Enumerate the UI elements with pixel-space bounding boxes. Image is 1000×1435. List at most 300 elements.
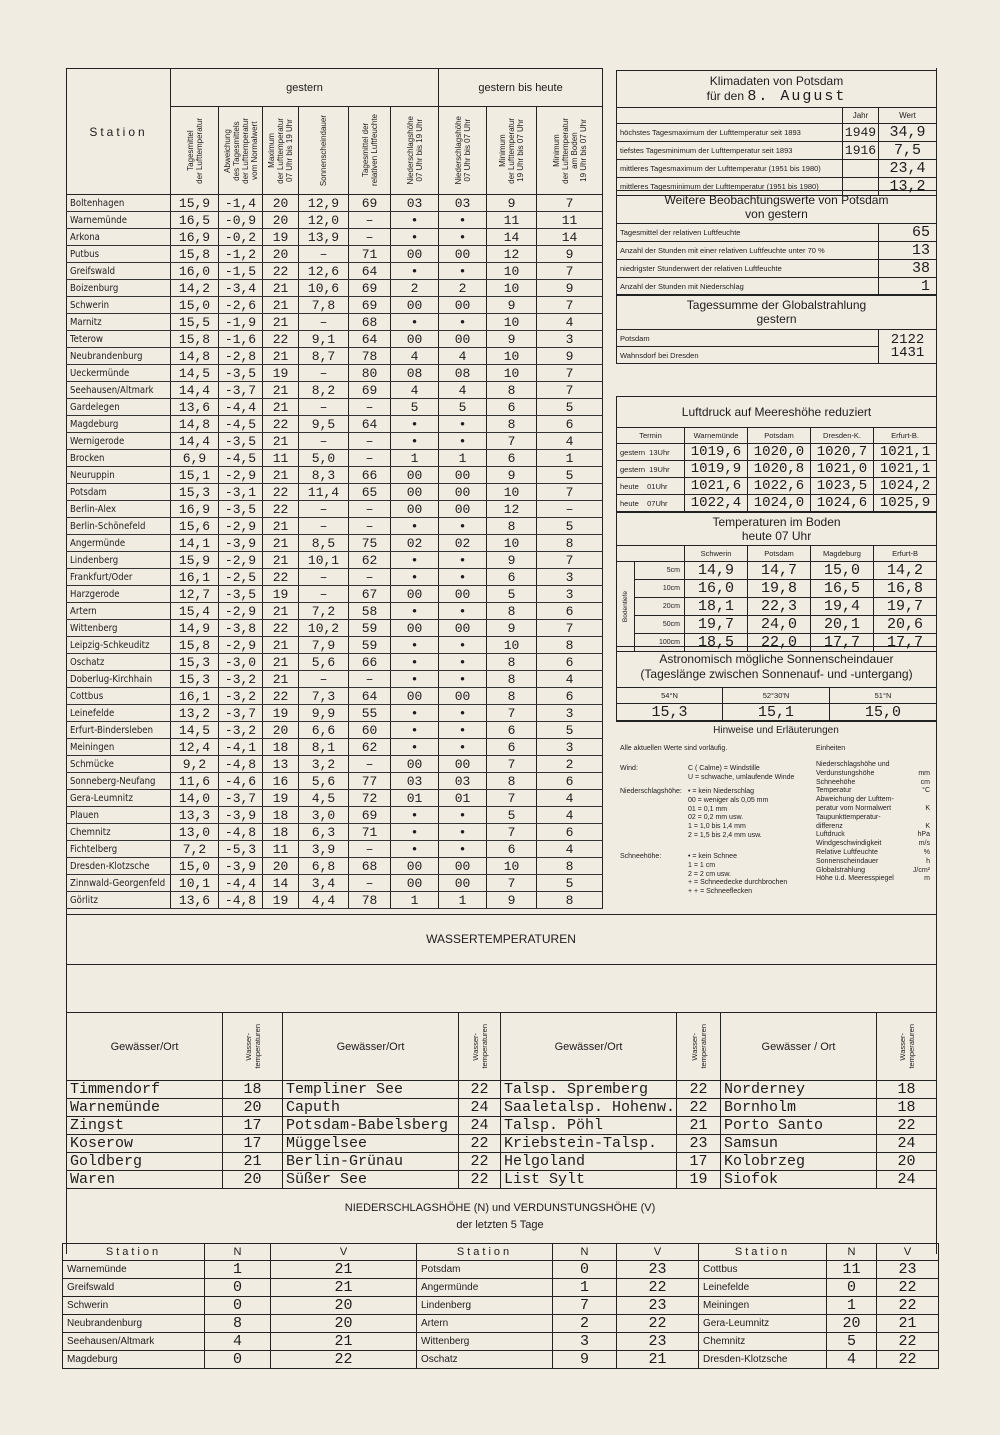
- precip-station: Potsdam: [417, 1261, 553, 1279]
- station-value-1: 14,8: [171, 348, 219, 365]
- station-value-9: 5: [537, 399, 603, 416]
- weitere-row: [617, 242, 937, 260]
- station-value-8: 6: [487, 722, 537, 739]
- soil-table: [616, 512, 937, 652]
- precip-v: 22: [877, 1279, 939, 1297]
- station-name: Sonneberg-Neufang: [67, 773, 171, 790]
- precip-station-header: Station: [417, 1244, 553, 1261]
- station-row: [67, 229, 603, 246]
- station-value-5: –: [349, 671, 391, 688]
- global-value-potsdam: 2122: [890, 331, 925, 348]
- station-value-1: 15,1: [171, 467, 219, 484]
- station-value-2: -2,9: [219, 518, 263, 535]
- unit-row: [816, 823, 930, 832]
- snow-lines-line: + = Schneedecke durchbrochen: [688, 879, 788, 887]
- station-value-1: 13,2: [171, 705, 219, 722]
- hinweise-units: [816, 761, 930, 884]
- station-value-2: -4,5: [219, 416, 263, 433]
- station-value-4: –: [299, 365, 349, 382]
- station-row: [67, 433, 603, 450]
- station-value-5: 69: [349, 382, 391, 399]
- water-temp: 18: [877, 1081, 937, 1099]
- station-value-8: 10: [487, 314, 537, 331]
- station-value-9: 4: [537, 841, 603, 858]
- station-value-4: 6,6: [299, 722, 349, 739]
- soil-value: 20,6: [874, 616, 937, 634]
- pressure-value: 1024,6: [811, 495, 874, 512]
- station-value-5: 62: [349, 739, 391, 756]
- station-value-1: 13,0: [171, 824, 219, 841]
- unit-symbol: K: [925, 822, 930, 830]
- station-value-6: •: [391, 739, 439, 756]
- station-value-3: 20: [263, 722, 299, 739]
- precip-v-header: V: [617, 1244, 699, 1261]
- station-value-6: •: [391, 552, 439, 569]
- station-value-7: 2: [439, 280, 487, 297]
- station-name: Lindenberg: [67, 552, 171, 569]
- station-value-1: 14,5: [171, 722, 219, 739]
- precip-n: 1: [827, 1297, 877, 1315]
- station-value-8: 6: [487, 841, 537, 858]
- station-value-2: -3,8: [219, 620, 263, 637]
- soil-depth: 100cm: [635, 634, 685, 652]
- station-value-7: •: [439, 739, 487, 756]
- station-value-6: •: [391, 433, 439, 450]
- station-value-3: 21: [263, 535, 299, 552]
- station-value-9: 9: [537, 348, 603, 365]
- precip-station: Meiningen: [699, 1297, 827, 1315]
- water-place: Müggelsee: [283, 1135, 459, 1153]
- water-temp-header: [877, 1013, 937, 1081]
- pressure-value: 1020,8: [748, 461, 811, 478]
- station-value-8: 8: [487, 654, 537, 671]
- pressure-value: 1022,6: [748, 478, 811, 495]
- station-value-9: 7: [537, 382, 603, 399]
- pressure-value: 1022,4: [685, 495, 748, 512]
- water-temp: 22: [459, 1171, 501, 1189]
- station-value-1: 16,0: [171, 263, 219, 280]
- station-value-3: 22: [263, 263, 299, 280]
- station-value-4: 4,4: [299, 892, 349, 909]
- station-value-7: •: [439, 263, 487, 280]
- station-value-8: 8: [487, 603, 537, 620]
- station-value-4: –: [299, 671, 349, 688]
- station-row: [67, 892, 603, 909]
- station-value-6: 00: [391, 875, 439, 892]
- station-value-3: 19: [263, 229, 299, 246]
- station-value-4: 7,9: [299, 637, 349, 654]
- station-value-1: 14,1: [171, 535, 219, 552]
- global-label-potsdam: Potsdam: [617, 330, 879, 347]
- col-header-text-1: Abweichung des Tagesmittels der Lufttemperatur vom Normalwert: [222, 117, 259, 184]
- station-value-4: –: [299, 586, 349, 603]
- hinweise-wind-lines: [688, 765, 794, 783]
- klima-label: mittleres Tagesminimum der Lufttemperatur (1951 bis 1980): [617, 178, 843, 196]
- station-row: [67, 263, 603, 280]
- pressure-value: 1020,7: [811, 444, 874, 461]
- unit-name: differenz: [816, 822, 843, 830]
- station-value-5: 64: [349, 416, 391, 433]
- unit-name: Sonnenscheindauer: [816, 857, 879, 865]
- precip-n: 4: [205, 1333, 271, 1351]
- station-value-6: 03: [391, 773, 439, 790]
- station-value-3: 22: [263, 620, 299, 637]
- precip-n: 5: [827, 1333, 877, 1351]
- station-value-8: 10: [487, 637, 537, 654]
- precip-v-header: V: [877, 1244, 939, 1261]
- station-value-2: -3,2: [219, 671, 263, 688]
- soil-value: 19,4: [811, 598, 874, 616]
- station-value-1: 15,8: [171, 246, 219, 263]
- unit-row: [816, 849, 930, 858]
- station-value-5: 69: [349, 807, 391, 824]
- hinweise-wind-label: Wind:: [620, 765, 638, 772]
- station-value-2: -4,4: [219, 875, 263, 892]
- station-row: [67, 399, 603, 416]
- station-value-5: 71: [349, 246, 391, 263]
- station-value-5: 77: [349, 773, 391, 790]
- station-value-5: –: [349, 229, 391, 246]
- station-value-2: -0,9: [219, 212, 263, 229]
- station-value-3: 22: [263, 484, 299, 501]
- station-value-8: 12: [487, 246, 537, 263]
- soil-value: 14,9: [685, 562, 748, 580]
- station-value-8: 9: [487, 892, 537, 909]
- col-header-text-7: Minimum der Lufttemperatur 19 Uhr bis 07 Uhr: [498, 117, 526, 184]
- station-value-6: •: [391, 841, 439, 858]
- station-value-2: -1,9: [219, 314, 263, 331]
- station-value-9: 4: [537, 433, 603, 450]
- precip-v: 23: [617, 1333, 699, 1351]
- precip-v: 23: [617, 1261, 699, 1279]
- soil-value: 19,7: [874, 598, 937, 616]
- unit-name: Taupunkttemperatur-: [816, 813, 881, 821]
- station-value-3: 21: [263, 314, 299, 331]
- unit-name: Globalstrahlung: [816, 866, 866, 874]
- station-row: [67, 637, 603, 654]
- precip-v: 23: [617, 1297, 699, 1315]
- station-value-5: 69: [349, 280, 391, 297]
- station-name: Oschatz: [67, 654, 171, 671]
- station-value-9: 7: [537, 552, 603, 569]
- station-value-1: 14,0: [171, 790, 219, 807]
- water-temp: 18: [223, 1081, 283, 1099]
- station-value-3: 21: [263, 280, 299, 297]
- station-value-2: -1,2: [219, 246, 263, 263]
- station-value-4: 8,3: [299, 467, 349, 484]
- station-value-4: 3,0: [299, 807, 349, 824]
- precip-v: 21: [271, 1279, 417, 1297]
- unit-symbol: J/cm²: [912, 866, 930, 874]
- station-name: Wittenberg: [67, 620, 171, 637]
- station-value-6: 00: [391, 688, 439, 705]
- station-value-3: 20: [263, 195, 299, 212]
- station-value-8: 9: [487, 467, 537, 484]
- station-value-7: 00: [439, 688, 487, 705]
- station-value-5: –: [349, 841, 391, 858]
- precip-n: 0: [205, 1297, 271, 1315]
- station-value-9: 7: [537, 195, 603, 212]
- station-row: [67, 484, 603, 501]
- klima-year: 1949: [843, 124, 879, 142]
- soil-row: [617, 598, 937, 616]
- station-value-5: 64: [349, 331, 391, 348]
- ns-lines-line: 01 = 0,1 mm: [688, 805, 728, 813]
- station-value-7: •: [439, 637, 487, 654]
- global-subtitle: gestern: [756, 312, 797, 326]
- station-value-1: 13,3: [171, 807, 219, 824]
- global-title: Tagessumme der Globalstrahlung: [686, 298, 867, 312]
- water-temp: 24: [877, 1135, 937, 1153]
- station-value-2: -4,6: [219, 773, 263, 790]
- pressure-value: 1024,0: [748, 495, 811, 512]
- station-value-6: 4: [391, 382, 439, 399]
- station-value-9: 7: [537, 365, 603, 382]
- station-name: Wernigerode: [67, 433, 171, 450]
- station-value-6: 00: [391, 858, 439, 875]
- snow-lines-line: • = kein Schnee: [688, 853, 737, 860]
- klima-label: mittleres Tagesmaximum der Lufttemperatur (1951 bis 1980): [617, 160, 843, 178]
- precip-station: Magdeburg: [63, 1351, 205, 1369]
- soil-value: 16,8: [874, 580, 937, 598]
- col-header-text-0: Tagesmittel der Lufttemperatur: [185, 117, 204, 184]
- station-value-4: 12,0: [299, 212, 349, 229]
- station-value-8: 8: [487, 416, 537, 433]
- klima-date: 8. August: [747, 88, 847, 105]
- station-value-1: 14,4: [171, 382, 219, 399]
- station-value-1: 12,4: [171, 739, 219, 756]
- station-value-7: 08: [439, 365, 487, 382]
- station-value-3: 18: [263, 739, 299, 756]
- unit-row: [816, 770, 930, 779]
- station-value-9: 7: [537, 484, 603, 501]
- station-row: [67, 756, 603, 773]
- station-value-8: 6: [487, 450, 537, 467]
- station-name: Greifswald: [67, 263, 171, 280]
- station-value-5: 62: [349, 552, 391, 569]
- station-value-4: 9,1: [299, 331, 349, 348]
- station-value-2: -4,8: [219, 824, 263, 841]
- soil-subtitle: heute 07 Uhr: [741, 529, 812, 543]
- station-name: Görlitz: [67, 892, 171, 909]
- station-value-1: 9,2: [171, 756, 219, 773]
- station-value-5: 72: [349, 790, 391, 807]
- station-value-6: •: [391, 416, 439, 433]
- station-value-8: 7: [487, 433, 537, 450]
- precip-v: 22: [877, 1351, 939, 1369]
- station-value-6: •: [391, 705, 439, 722]
- station-value-9: 4: [537, 671, 603, 688]
- station-value-7: •: [439, 416, 487, 433]
- station-value-4: 5,0: [299, 450, 349, 467]
- soil-title: Temperaturen im Boden: [712, 515, 841, 529]
- precip-n: 11: [827, 1261, 877, 1279]
- station-value-7: •: [439, 212, 487, 229]
- unit-symbol: °C: [922, 787, 930, 795]
- station-row: [67, 722, 603, 739]
- station-value-4: 7,8: [299, 297, 349, 314]
- station-value-6: 00: [391, 586, 439, 603]
- station-value-5: 64: [349, 688, 391, 705]
- station-value-1: 15,5: [171, 314, 219, 331]
- unit-row: [816, 796, 930, 805]
- unit-row: [816, 761, 930, 770]
- precip-v: 21: [271, 1261, 417, 1279]
- astro-value-0: 15,3: [617, 704, 723, 722]
- klima-year: [843, 160, 879, 178]
- station-row: [67, 586, 603, 603]
- station-value-5: 59: [349, 637, 391, 654]
- station-name: Boizenburg: [67, 280, 171, 297]
- pressure-value: 1023,5: [811, 478, 874, 495]
- precip-n-header: N: [827, 1244, 877, 1261]
- station-value-2: -2,9: [219, 637, 263, 654]
- station-value-1: 16,9: [171, 501, 219, 518]
- klima-label: tiefstes Tagesminimum der Lufttemperatur seit 1893: [617, 142, 843, 160]
- station-row: [67, 382, 603, 399]
- precip-v: 22: [271, 1351, 417, 1369]
- station-value-1: 13,6: [171, 399, 219, 416]
- precip-n: 0: [205, 1351, 271, 1369]
- weitere-table: [616, 190, 937, 296]
- station-value-3: 21: [263, 382, 299, 399]
- klima-label: höchstes Tagesmaximum der Lufttemperatur seit 1893: [617, 124, 843, 142]
- pressure-table: [616, 396, 937, 512]
- station-value-6: 5: [391, 399, 439, 416]
- station-value-6: •: [391, 603, 439, 620]
- station-value-6: 00: [391, 484, 439, 501]
- snow-lines-line: 1 = 1 cm: [688, 861, 716, 869]
- station-value-4: –: [299, 518, 349, 535]
- station-value-4: 11,4: [299, 484, 349, 501]
- wind-lines-line: C ( Calme) = Windstille: [688, 765, 760, 772]
- water-temp: 22: [677, 1099, 721, 1117]
- station-value-8: 10: [487, 484, 537, 501]
- precip-v: 21: [877, 1315, 939, 1333]
- water-place: Saaletalsp. Hohenw.: [501, 1099, 677, 1117]
- unit-symbol: h: [926, 857, 930, 865]
- col-header-0: [171, 107, 219, 195]
- unit-symbol: m: [924, 875, 930, 883]
- station-row: [67, 739, 603, 756]
- station-value-3: 21: [263, 552, 299, 569]
- station-value-5: 67: [349, 586, 391, 603]
- water-temp: 20: [223, 1099, 283, 1117]
- station-value-8: 7: [487, 790, 537, 807]
- station-value-2: -0,2: [219, 229, 263, 246]
- station-value-6: •: [391, 212, 439, 229]
- station-value-8: 6: [487, 739, 537, 756]
- pressure-value: 1020,0: [748, 444, 811, 461]
- global-table: [616, 294, 937, 364]
- station-row: [67, 416, 603, 433]
- soil-value: 19,7: [685, 616, 748, 634]
- station-value-2: -3,9: [219, 858, 263, 875]
- station-value-1: 16,1: [171, 569, 219, 586]
- unit-name: Abweichung der Lufttem-: [816, 796, 894, 804]
- station-row: [67, 858, 603, 875]
- station-value-8: 9: [487, 195, 537, 212]
- soil-header-3: Erfurt-B: [874, 546, 937, 562]
- precip-n-header: N: [205, 1244, 271, 1261]
- station-value-2: -4,5: [219, 450, 263, 467]
- water-temp: 20: [877, 1153, 937, 1171]
- klima-value: 13,2: [879, 178, 937, 196]
- water-row: [67, 1099, 937, 1117]
- station-value-5: 65: [349, 484, 391, 501]
- station-value-7: •: [439, 433, 487, 450]
- station-row: [67, 807, 603, 824]
- station-name: Brocken: [67, 450, 171, 467]
- station-row: [67, 824, 603, 841]
- col-header-text-3: Sonnenscheindauer: [319, 114, 328, 187]
- station-value-5: 60: [349, 722, 391, 739]
- ns-lines-line: 00 = weniger als 0,05 mm: [688, 796, 769, 804]
- station-name: Marnitz: [67, 314, 171, 331]
- precip-n: 20: [827, 1315, 877, 1333]
- station-value-6: •: [391, 263, 439, 280]
- station-row: [67, 841, 603, 858]
- astro-header-2: 51°N: [830, 688, 937, 704]
- water-place: Goldberg: [67, 1153, 223, 1171]
- station-value-8: 10: [487, 365, 537, 382]
- station-name: Potsdam: [67, 484, 171, 501]
- soil-value: 18,1: [685, 598, 748, 616]
- precip-row: [63, 1297, 939, 1315]
- station-value-3: 22: [263, 688, 299, 705]
- station-value-2: -3,9: [219, 807, 263, 824]
- station-value-7: 1: [439, 892, 487, 909]
- klima-value: 34,9: [879, 124, 937, 142]
- col-header-3: [299, 107, 349, 195]
- station-value-2: -3,2: [219, 688, 263, 705]
- station-value-3: 22: [263, 416, 299, 433]
- station-value-2: -3,5: [219, 586, 263, 603]
- soil-value: 24,0: [748, 616, 811, 634]
- station-value-3: 20: [263, 212, 299, 229]
- col-header-8: [537, 107, 603, 195]
- station-value-9: 9: [537, 246, 603, 263]
- unit-symbol: hPa: [917, 831, 930, 839]
- station-value-4: –: [299, 246, 349, 263]
- station-value-1: 16,9: [171, 229, 219, 246]
- station-name: Erfurt-Bindersleben: [67, 722, 171, 739]
- station-value-3: 21: [263, 433, 299, 450]
- station-value-5: 55: [349, 705, 391, 722]
- water-row: [67, 1153, 937, 1171]
- klima-row: [617, 124, 937, 142]
- station-value-1: 16,1: [171, 688, 219, 705]
- snow-lines-line: + + = Schneeflecken: [688, 888, 753, 896]
- station-value-4: 3,2: [299, 756, 349, 773]
- unit-row: [816, 867, 930, 876]
- weitere-title: Weitere Beobachtungswerte von Potsdam: [664, 193, 889, 207]
- klima-table: [616, 70, 937, 196]
- station-value-4: 10,6: [299, 280, 349, 297]
- station-value-8: 10: [487, 280, 537, 297]
- station-value-4: 8,7: [299, 348, 349, 365]
- station-value-2: -3,1: [219, 484, 263, 501]
- pressure-header-0: Termin: [617, 428, 685, 444]
- astro-value-1: 15,1: [723, 704, 830, 722]
- station-value-2: -2,9: [219, 467, 263, 484]
- water-place: Samsun: [721, 1135, 877, 1153]
- station-value-3: 21: [263, 348, 299, 365]
- station-value-4: 8,2: [299, 382, 349, 399]
- station-value-7: •: [439, 807, 487, 824]
- water-place: Bornholm: [721, 1099, 877, 1117]
- station-value-9: 4: [537, 314, 603, 331]
